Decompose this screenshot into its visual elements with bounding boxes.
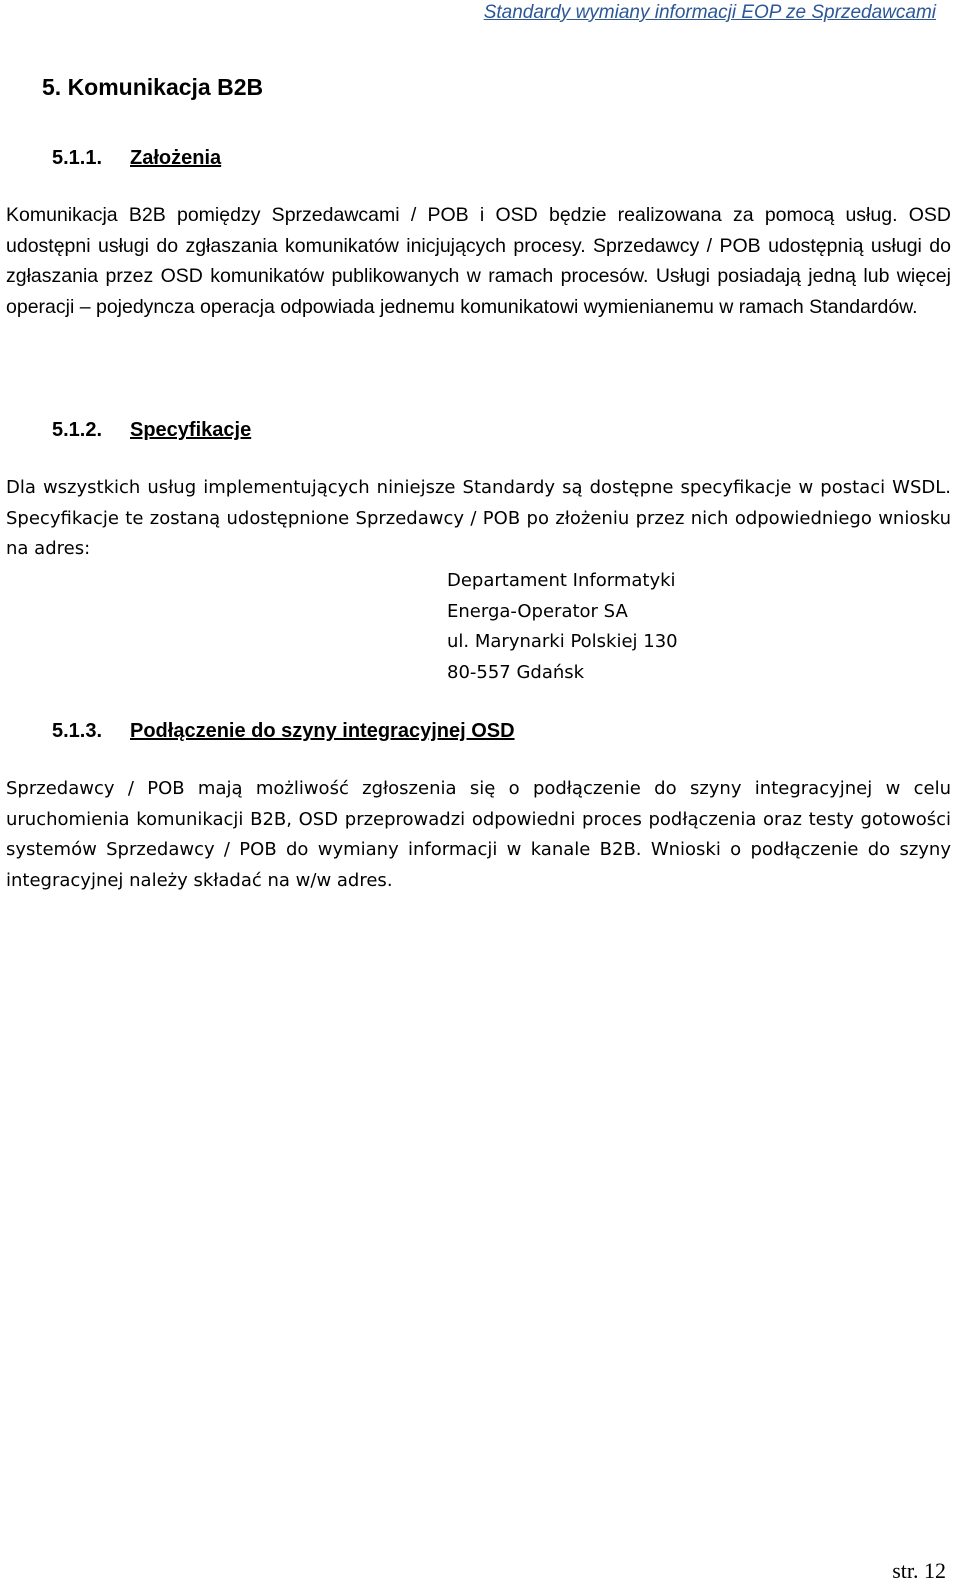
subsection-number: 5.1.2. (52, 419, 103, 441)
running-header: Standardy wymiany informacji EOP ze Sprzedawcami (483, 2, 936, 23)
paragraph-integration-bus: Sprzedawcy / POB mają możliwość zgłoszenia się o podłączenie do szyny integracyjnej w celu uruchomienia komunikacji B2B, OSD przeprowadzi odpowiedni proces podłączenia oraz testy gotowości systemów Sprzedawcy / POB do wymiany informacji w kanale B2B. Wnioski o podłączenie do szyny integracyjnej należy składać na w/w adres. (6, 778, 951, 891)
paragraph-specifications: Dla wszystkich usług implementujących niniejsze Standardy są dostępne specyfikacje w postaci WSDL. Specyfikacje te zostaną udostępnione Sprzedawcy / POB po złożeniu przez nich odpowiedniego wniosku na adres: (6, 477, 951, 559)
subsection-heading-integration-bus (52, 720, 515, 743)
page-number: str. 12 (892, 1558, 946, 1583)
subsection-title: Podłączenie do szyny integracyjnej OSD (130, 720, 515, 742)
address-line: ul. Marynarki Polskiej 130 (447, 631, 678, 652)
subsection-title: Założenia (130, 147, 222, 169)
subsection-heading-specifications (52, 419, 251, 442)
paragraph-assumptions: Komunikacja B2B pomiędzy Sprzedawcami / POB i OSD będzie realizowana za pomocą usług. OSD udostępni usługi do zgłaszania komunikatów inicjujących procesy. Sprzedawcy / POB udostępnią usługi do zgłaszania przez OSD komunikatów publikowanych w ramach procesów. Usługi posiadają jedną lub więcej operacji – pojedyncza operacja odpowiada jednemu komunikatowi wymienianemu w ramach Standardów. (6, 204, 951, 318)
address-line: Energa-Operator SA (447, 600, 628, 622)
subsection-number: 5.1.3. (52, 720, 103, 742)
address-line: Departament Informatyki (447, 570, 676, 591)
subsection-number: 5.1.1. (52, 147, 103, 169)
address-block (447, 566, 678, 688)
subsection-title: Specyfikacje (130, 419, 252, 441)
section-heading: 5. Komunikacja B2B (42, 74, 264, 100)
subsection-heading-assumptions (52, 147, 221, 170)
address-line: 80-557 Gdańsk (447, 661, 585, 683)
